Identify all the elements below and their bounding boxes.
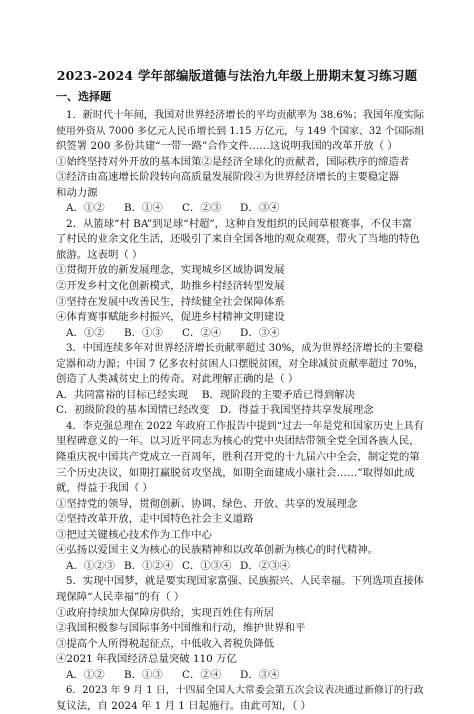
answer-option: D．③④ <box>240 326 280 339</box>
answer-options <box>56 201 424 217</box>
text-line: ①坚持党的领导，贯彻创新、协调、绿色、开放、共享的发展理念 <box>56 497 358 510</box>
section-heading: 一、选择题 <box>56 90 111 103</box>
answer-option: D．③④ <box>240 668 280 681</box>
answer-option: B．①④ <box>124 202 163 215</box>
text-line: 3．中国连续多年对世界经济增长贡献率超过 30%，成为世界经济增长的主要稳 <box>66 343 424 355</box>
text-line: ③提高个人所得税起征点，中低收入者税负降低 <box>56 637 275 650</box>
text-line: ④2021 年我国经济总量突破 110 万亿 <box>56 653 237 666</box>
answer-options <box>56 559 424 575</box>
text-line: ①始终坚持对外开放的基本国策②是经济全球化的贡献者，国际秩序的缔造者 <box>56 155 410 168</box>
answer-option: A．①②③ <box>66 559 116 572</box>
text-line: 隆重庆祝中国共产党成立一百周年，胜利召开党的十九届六中全会，制定党的第 <box>56 451 420 464</box>
text-line: ③坚持在发展中改善民生，持续健全社会保障体系 <box>56 295 285 308</box>
text-line: 三个历史决议，如期打赢脱贫攻坚战，如期全面建成小康社会……”取得如此成 <box>56 466 415 479</box>
text-line: ①贯彻开放的新发展理念，实现城乡区域协调发展 <box>56 264 285 277</box>
text-line: ④弘扬以爱国主义为核心的民族精神和以改革创新为核心的时代精神。 <box>56 544 379 557</box>
answer-option: D．③④ <box>240 202 280 215</box>
text-line: 复议法，自 2024 年 1 月 1 日起施行。由此可知，（ ） <box>56 699 312 712</box>
text-line: 就，得益于我国（ ） <box>56 482 153 495</box>
text-line: 5．实现中国梦，就是要实现国家富强、民族振兴、人民幸福。下列选项直接体 <box>66 575 424 588</box>
text-line: 6．2023 年 9 月 1 日，十四届全国人大常委会第五次会议表决通过新修订的行政 <box>66 685 424 697</box>
text-line: 现保障“人民幸福”的有（ ） <box>56 590 185 603</box>
text-line: 创造了人类减贫史上的传奇。对此理解正确的是（ ） <box>56 373 299 386</box>
answer-option: D．②③④ <box>240 559 290 572</box>
text-line: 织签署 200 多份共建“一带一路”合作文件……这说明我国的改革开放（ ） <box>56 140 398 153</box>
question-body <box>56 108 424 714</box>
answer-option: A．①② <box>66 668 105 681</box>
answer-option: C．②③ <box>182 202 222 215</box>
text-line: 定器和动力源；中国 7 亿多农村贫困人口摆脱贫困，对全球减贫贡献率超过 70%， <box>56 358 424 370</box>
text-line: ②开发乡村文化创新模式，助推乡村经济转型发展 <box>56 280 285 293</box>
text-line: 和动力源 <box>56 186 98 199</box>
answer-option: B．①③ <box>124 668 163 681</box>
text-line: ②坚持改革开放，走中国特色社会主义道路 <box>56 513 254 526</box>
text-line: ③把过关键核心技术作为工作中心 <box>56 528 212 541</box>
text-line: ②我国积极参与国际事务中国维和行动，维护世界和平 <box>56 622 306 635</box>
answer-option: A．①② <box>66 326 105 339</box>
answer-option: A．①② <box>66 202 105 215</box>
text-line: 里程碑意义的一年。以习近平同志为核心的党中央团结带领全党全国各族人民， <box>56 435 420 448</box>
answer-option: B．①③ <box>124 326 163 339</box>
answer-option: C．①③④ <box>182 559 232 572</box>
text-line: A．共同富裕的目标已经实现 B．现阶段的主要矛盾已得到解决 <box>56 388 355 401</box>
text-line: 1．新时代十年间，我国对世界经济增长的平均贡献率为 38.6%；我国年度实际 <box>66 110 424 121</box>
answer-option: B．①②④ <box>124 559 174 572</box>
text-line: ④体育赛事赋能乡村振兴，促进乡村精神文明建设 <box>56 311 285 324</box>
answer-options <box>56 326 424 342</box>
text-line: 旅游。这表明（ ） <box>56 248 143 261</box>
text-line: ①政府持续加大保障房供给，实现百姓住有所居 <box>56 606 275 619</box>
answer-option: C．②④ <box>182 326 222 339</box>
document-title: 2023-2024 学年部编版道德与法治九年级上册期末复习练习题 <box>56 68 418 83</box>
answer-options <box>56 668 424 684</box>
text-line: 4．李克强总理在 2022 年政府工作报告中提到“过去一年是党和国家历史上具有 <box>66 420 424 432</box>
answer-option: C．②④ <box>182 668 222 681</box>
text-line: 了村民的业余文化生活，还吸引了来自全国各地的观众观赛，带火了当地的特色 <box>56 233 420 246</box>
text-line: C．初级阶段的基本国情已经改变 D．得益于我国坚持共享发展理念 <box>56 404 374 417</box>
text-line: 使用外资从 7000 多亿元人民币增长到 1.15 万亿元，与 149 个国家、32 个国际组 <box>56 125 425 137</box>
text-line: 2．从篮球“村 BA”到足球“村超”，这种自发组织的民间草根赛事，不仅丰富 <box>66 217 413 230</box>
text-line: ③经济由高速增长阶段转向高质量发展阶段④为世界经济增长的主要稳定器 <box>56 171 399 184</box>
